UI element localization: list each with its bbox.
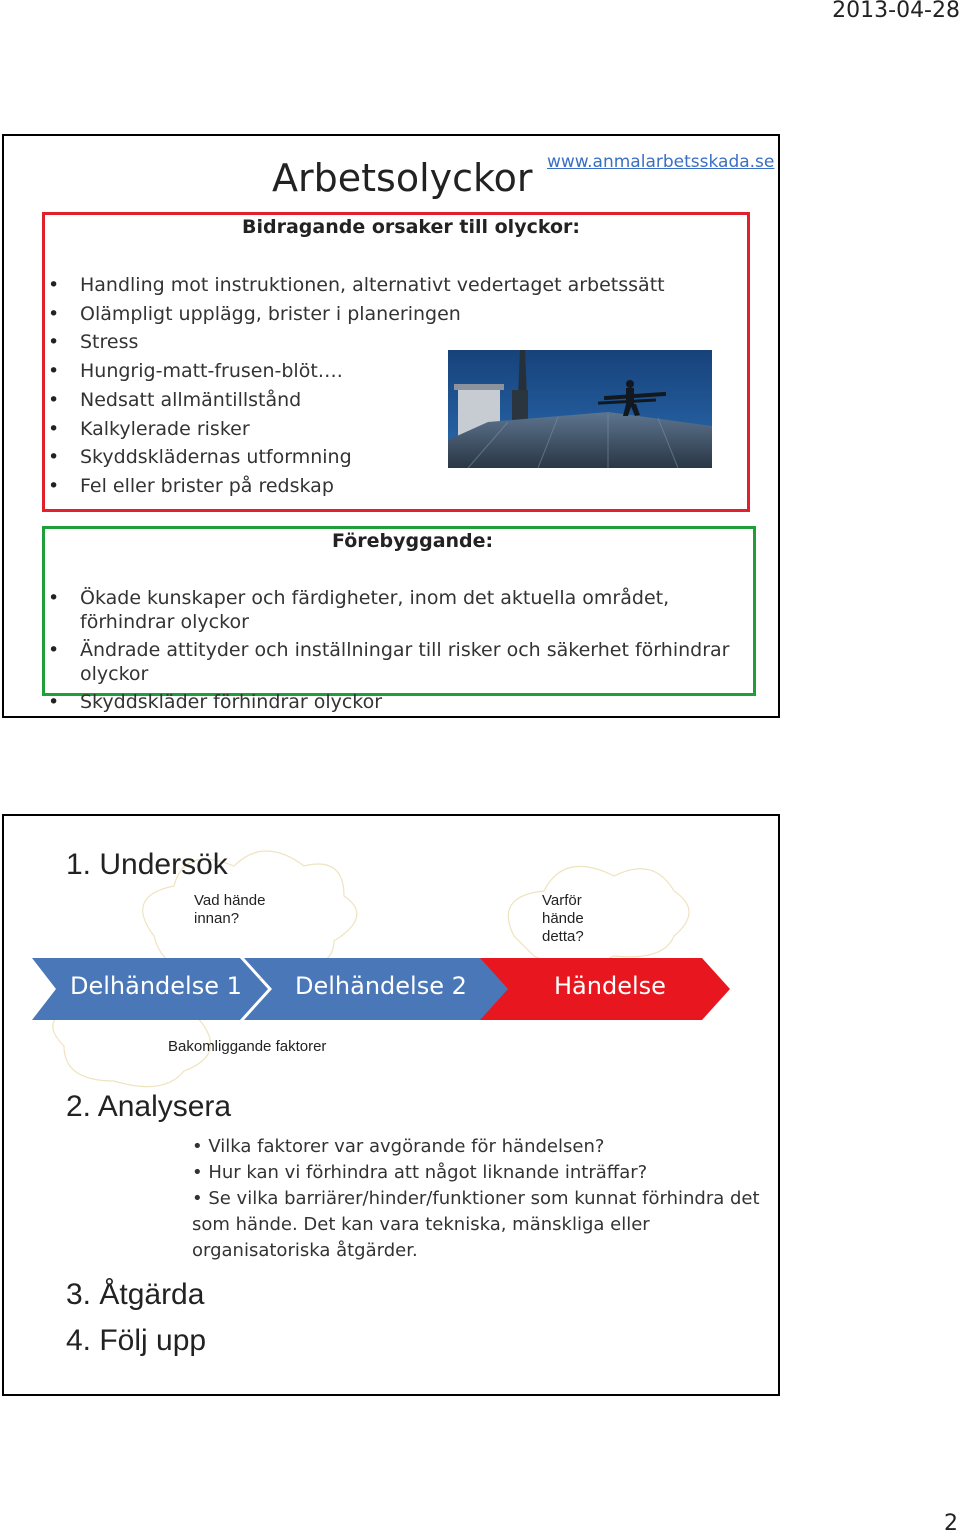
analysis-questions (192, 1134, 772, 1264)
causes-heading: Bidragande orsaker till olyckor: (242, 216, 580, 238)
list-item: • Ökade kunskaper och färdigheter, inom det aktuella området, förhindrar olyckor (42, 586, 762, 634)
slide-title: Arbetsolyckor (272, 156, 533, 200)
list-item: • Skyddskläder förhindrar olyckor (42, 690, 762, 714)
analysis-question: • Hur kan vi förhindra att något liknande inträffar? (192, 1162, 648, 1183)
roof-worker-photo (448, 350, 712, 468)
list-item: • Kalkylerade risker (42, 415, 722, 444)
list-item: • Stress (42, 328, 722, 357)
analysis-question: • Se vilka barriärer/hinder/funktioner som kunnat förhindra det som hände. Det kan vara tekniska, mänskliga eller organisatoriska åtgärder. (192, 1188, 760, 1261)
slide-arbetsolyckor (2, 134, 780, 718)
prevention-list (42, 586, 762, 718)
prevention-heading: Förebyggande: (332, 530, 494, 552)
step-act: 3. Åtgärda (66, 1278, 205, 1311)
step-analyse: 2. Analysera (66, 1090, 232, 1123)
analysis-question: • Vilka faktorer var avgörande för händelsen? (192, 1136, 605, 1157)
list-item: • Nedsatt allmäntillstånd (42, 386, 722, 415)
list-item: • Skyddsklädernas utformning (42, 443, 722, 472)
list-item: • Ändrade attityder och inställningar till risker och säkerhet förhindrar olyckor (42, 638, 762, 686)
note-what-happened-before: Vad hände innan? (194, 892, 266, 927)
step-investigate: 1. Undersök (66, 848, 228, 881)
step-follow-up: 4. Följ upp (66, 1324, 207, 1357)
website-link[interactable]: www.anmalarbetsskada.se (547, 152, 775, 172)
slide-investigation-process (2, 814, 780, 1396)
arrow-label-subevent-2: Delhändelse 2 (295, 972, 467, 1000)
list-item: • Hungrig-matt-frusen-blöt…. (42, 357, 722, 386)
page-number: 2 (944, 1511, 958, 1536)
note-why-happened: Varför hände detta? (542, 892, 584, 945)
list-item: • Fel eller brister på redskap (42, 472, 722, 501)
arrow-label-event: Händelse (554, 972, 666, 1000)
list-item: • Olämpligt upplägg, brister i planeringen (42, 300, 722, 329)
underlying-factors-label: Bakomliggande faktorer (168, 1038, 327, 1055)
arrow-label-subevent-1: Delhändelse 1 (70, 972, 242, 1000)
document-date: 2013-04-28 (832, 0, 960, 23)
list-item: • Handling mot instruktionen, alternativt vedertaget arbetssätt (42, 271, 722, 300)
